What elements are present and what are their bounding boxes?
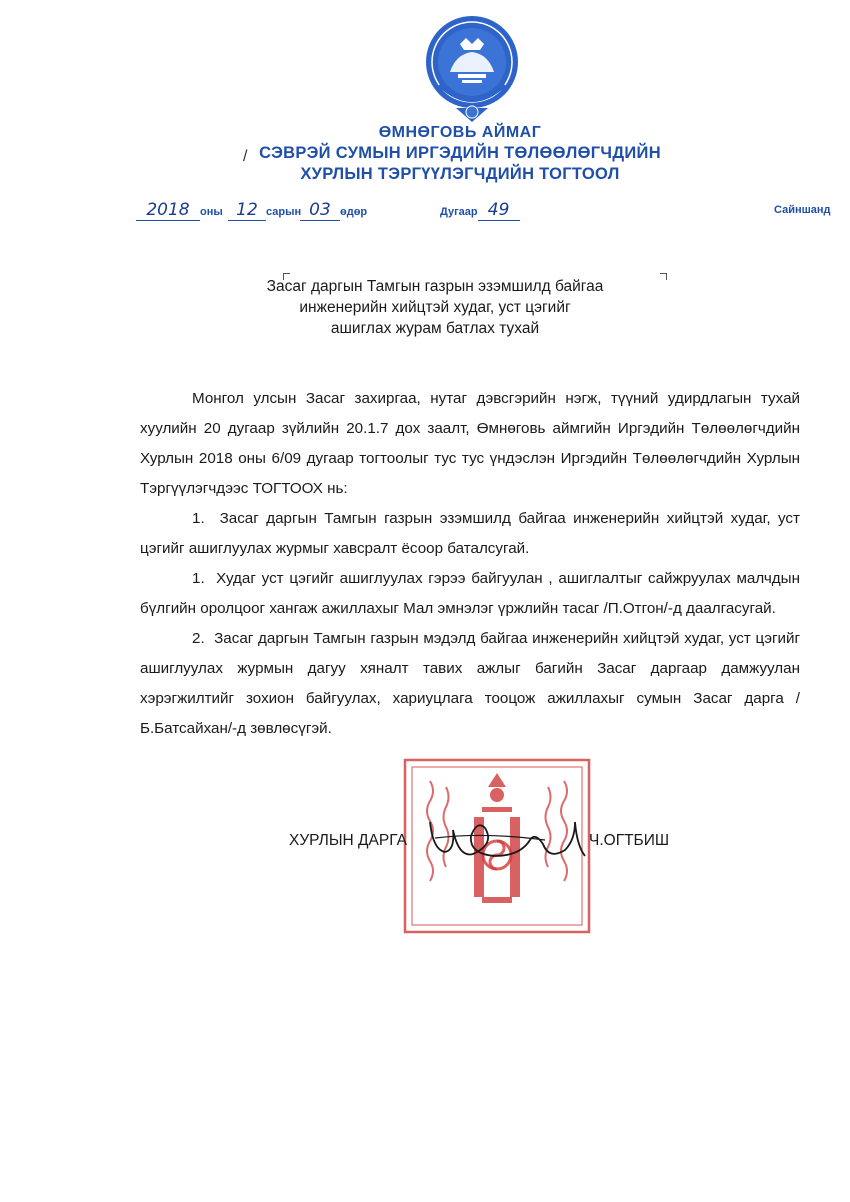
list-item	[140, 504, 800, 564]
chairman-name: Ч.ОГТБИШ	[589, 832, 670, 849]
date-day: 03	[309, 200, 331, 220]
place-name: Сайншанд	[774, 204, 831, 216]
item-number: 2.	[192, 630, 205, 647]
title-line-3: ашиглах журам батлах тухай	[330, 320, 540, 337]
chairman-title: ХУРЛЫН ДАРГА	[289, 832, 407, 849]
date-year: 2018	[146, 200, 190, 220]
document-body	[140, 384, 800, 744]
item-text: Худаг уст цэгийг ашиглуулах гэрээ байгуулан , ашиглалтыг сайжруулах малчдын бүлгийн оролцоог хангаж ажиллахыг Мал эмнэлэг үржлийн тасаг /П.Отгон/-д даалгасугай.	[140, 570, 800, 617]
list-item	[140, 564, 800, 624]
item-number: 1.	[192, 510, 205, 527]
list-item	[140, 624, 800, 744]
document-title	[200, 276, 670, 339]
item-number: 1.	[192, 570, 205, 587]
resolution-number: 49	[487, 200, 510, 220]
date-day-suffix: өдөр	[340, 206, 368, 218]
date-year-suffix: оны	[200, 206, 223, 218]
resolution-type: ХУРЛЫН ТЭРГҮҮЛЭГЧДИЙН ТОГТООЛ	[300, 165, 620, 183]
title-line-2: инженерийн хийцтэй худаг, уст цэгийг	[299, 299, 571, 316]
document-header	[200, 124, 720, 184]
date-month: 12	[236, 200, 258, 220]
item-text: Засаг даргын Тамгын газрын мэдэлд байгаа инженерийн хийцтэй худаг, уст цэгийг ашиглуулах журмын дагуу хяналт тавих ажлыг багийн Засаг даргаар дамжуулан хэрэгжилтийг зохион байгуулах, хариуцлага тооцож ажиллахыг сумын Засаг дарга /Б.Батсайхан/-д зөвлөсүгэй.	[140, 630, 800, 737]
number-label: Дугаар	[440, 206, 478, 218]
date-number-line	[136, 200, 836, 230]
aimag-name: ӨМНӨГОВЬ АЙМАГ	[378, 124, 542, 141]
handwritten-signature-icon	[425, 810, 600, 870]
council-name: СЭВРЭЙ СУМЫН ИРГЭДИЙН ТӨЛӨӨЛӨГЧДИЙН	[259, 144, 661, 162]
date-month-suffix: сарын	[266, 206, 302, 218]
header-slash-mark: /	[243, 148, 248, 165]
intro-paragraph: Монгол улсын Засаг захиргаа, нутаг дэвсгэрийн нэгж, түүний удирдлагын тухай хуулийн 20 дугаар зүйлийн 20.1.7 дох заалт, Өмнөговь аймгийн Иргэдийн Төлөөлөгчдийн Хурлын 2018 оны 6/09 дугаар тогтоолыг тус тус үндэслэн Иргэдийн Төлөөлөгчдийн Хурлын Тэргүүлэгчдээс ТОГТООХ нь:	[140, 390, 800, 497]
title-line-1: Засаг даргын Тамгын газрын эзэмшилд байгаа	[266, 278, 604, 295]
item-text: Засаг даргын Тамгын газрын эзэмшилд байгаа инженерийн хийцтэй худаг, уст цэгийг ашиглуулах журмыг хавсралт ёсоор баталсугай.	[140, 510, 800, 557]
state-emblem-icon	[420, 14, 524, 128]
